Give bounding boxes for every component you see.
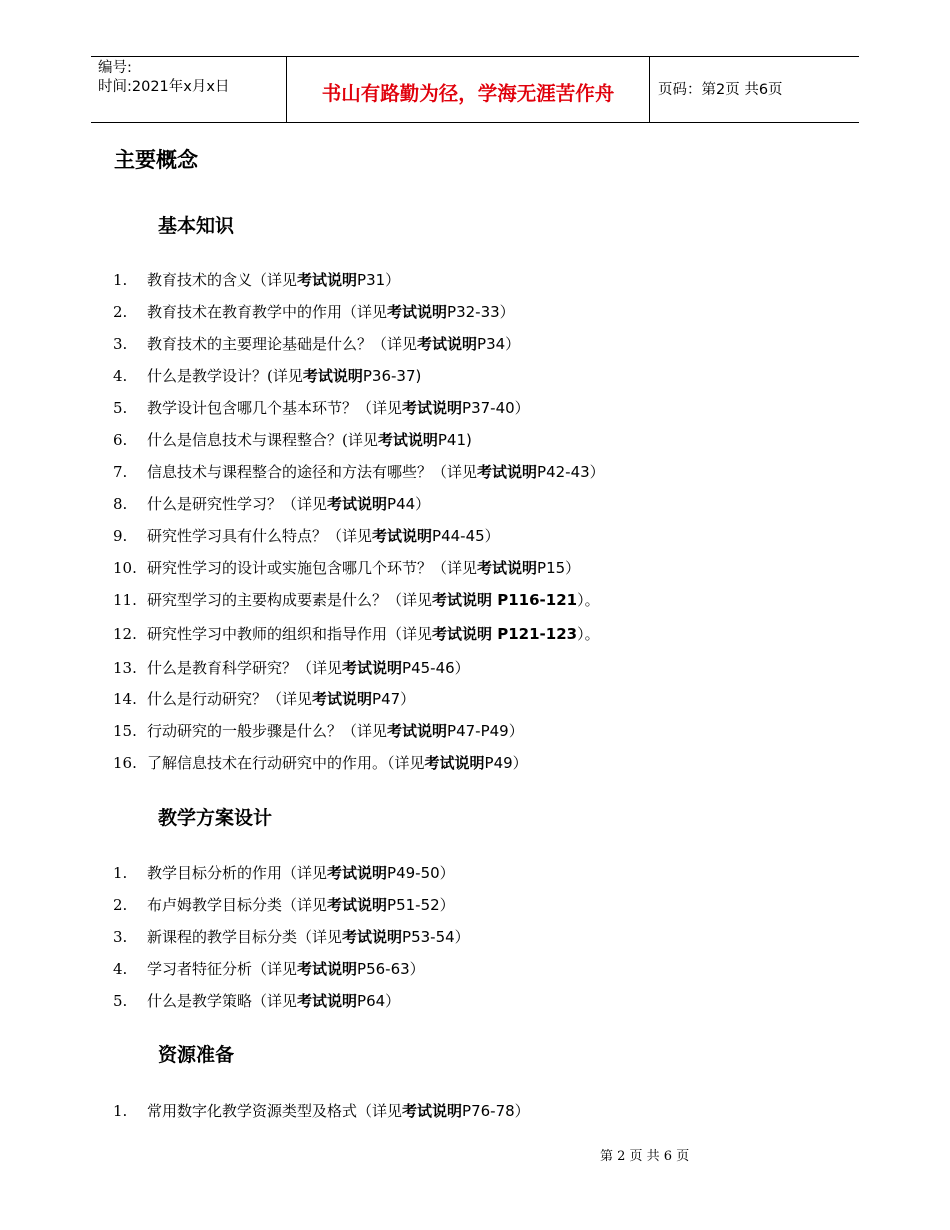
list-item-number: 1. — [113, 864, 128, 882]
list-item-page-ref: P32-33） — [447, 303, 515, 321]
list-item-page-ref: P41) — [437, 431, 472, 449]
list-item-source: 考试说明 — [377, 431, 438, 449]
list-item-number: 3. — [113, 335, 128, 353]
list-item-source: 考试说明 — [327, 896, 388, 914]
list-item-number: 4. — [113, 960, 128, 978]
list-item-source: 考试说明 — [402, 1102, 463, 1120]
list-item-number: 2. — [113, 896, 128, 914]
list-item-text: 新课程的教学目标分类（详见 — [147, 928, 343, 946]
list-item — [113, 721, 524, 741]
list-item-page-ref: P76-78） — [462, 1102, 530, 1120]
list-item-text: 什么是行动研究？（详见 — [147, 690, 313, 708]
list-item-page-ref: P47） — [372, 690, 416, 708]
list-item — [113, 302, 515, 322]
list-item-page-ref: P34） — [477, 335, 521, 353]
list-item-source: 考试说明 — [477, 559, 538, 577]
list-item-page-ref: P44） — [387, 495, 431, 513]
list-item-text: 什么是教育科学研究？（详见 — [147, 659, 343, 677]
header-top-rule — [91, 56, 859, 57]
list-item — [113, 658, 470, 678]
page-title: 主要概念 — [114, 148, 198, 172]
list-item — [113, 624, 600, 644]
list-item-page-ref: P56-63） — [357, 960, 425, 978]
list-item-text: 教育技术的主要理论基础是什么？（详见 — [147, 335, 418, 353]
list-item — [113, 991, 400, 1011]
list-item-text: 信息技术与课程整合的途径和方法有哪些？（详见 — [147, 463, 478, 481]
list-item-number: 1. — [113, 271, 128, 289]
list-item-page-ref: P45-46） — [402, 659, 470, 677]
list-item-text: 学习者特征分析（详见 — [147, 960, 298, 978]
list-item-source: 考试说明 — [417, 335, 478, 353]
list-item-text: 教学设计包含哪几个基本环节？（详见 — [147, 399, 403, 417]
list-item-page-ref: ）。 — [577, 591, 600, 609]
list-item-source: 考试说明 — [342, 928, 403, 946]
list-item-page-ref: P15） — [537, 559, 581, 577]
section-title: 资源准备 — [158, 1044, 235, 1066]
list-item — [113, 959, 425, 979]
list-item-source: 考试说明 P116-121 — [432, 591, 578, 609]
list-item-text: 了解信息技术在行动研究中的作用。（详见 — [147, 754, 425, 772]
list-item-page-ref: P37-40） — [462, 399, 530, 417]
list-item — [113, 462, 605, 482]
list-item-source: 考试说明 — [297, 960, 358, 978]
list-item-number: 9. — [113, 527, 128, 545]
list-item-text: 教学目标分析的作用（详见 — [147, 864, 328, 882]
list-item-text: 常用数字化教学资源类型及格式（详见 — [147, 1102, 403, 1120]
list-item-source: 考试说明 — [372, 527, 433, 545]
list-item-number: 15. — [113, 722, 137, 740]
list-item — [113, 430, 472, 450]
list-item-source: 考试说明 — [297, 992, 358, 1010]
list-item-number: 14. — [113, 690, 137, 708]
section-title: 基本知识 — [158, 215, 235, 237]
list-item-text: 什么是信息技术与课程整合？(详见 — [147, 431, 378, 449]
list-item-number: 10. — [113, 559, 137, 577]
list-item — [113, 366, 421, 386]
list-item-text: 什么是研究性学习？（详见 — [147, 495, 328, 513]
list-item-number: 8. — [113, 495, 128, 513]
list-item-number: 3. — [113, 928, 128, 946]
list-item-text: 教育技术在教育教学中的作用（详见 — [147, 303, 388, 321]
list-item-source: 考试说明 — [312, 690, 373, 708]
list-item — [113, 398, 530, 418]
list-item-number: 1. — [113, 1102, 128, 1120]
list-item-source: 考试说明 — [477, 463, 538, 481]
list-item-source: 考试说明 — [342, 659, 403, 677]
list-item-source: 考试说明 — [402, 399, 463, 417]
header-divider-right — [649, 56, 650, 122]
list-item-page-ref: P53-54） — [402, 928, 470, 946]
list-item — [113, 526, 500, 546]
list-item-number: 6. — [113, 431, 128, 449]
list-item-number: 12. — [113, 625, 137, 643]
list-item-number: 2. — [113, 303, 128, 321]
list-item-text: 什么是教学设计？(详见 — [147, 367, 303, 385]
list-item — [113, 590, 600, 610]
section-title: 教学方案设计 — [158, 807, 273, 829]
list-item-page-ref: P42-43） — [537, 463, 605, 481]
list-item — [113, 334, 520, 354]
list-item-text: 教育技术的含义（详见 — [147, 271, 298, 289]
list-item — [113, 494, 430, 514]
list-item — [113, 895, 455, 915]
list-item-text: 研究性学习中教师的组织和指导作用（详见 — [147, 625, 433, 643]
list-item-source: 考试说明 — [387, 722, 448, 740]
list-item — [113, 927, 470, 947]
list-item-number: 16. — [113, 754, 137, 772]
list-item-page-ref: P44-45） — [432, 527, 500, 545]
list-item-page-ref: P36-37) — [362, 367, 422, 385]
list-item-text: 行动研究的一般步骤是什么？（详见 — [147, 722, 388, 740]
doc-time-label: 时间:2021年x月x日 — [98, 79, 230, 95]
list-item-source: 考试说明 — [424, 754, 485, 772]
list-item-page-ref: P51-52） — [387, 896, 455, 914]
list-item-page-ref: P49-50） — [387, 864, 455, 882]
list-item — [113, 689, 415, 709]
list-item-text: 布卢姆教学目标分类（详见 — [147, 896, 328, 914]
list-item — [113, 270, 400, 290]
list-item-page-ref: P31） — [357, 271, 401, 289]
list-item — [113, 753, 528, 773]
list-item — [113, 558, 580, 578]
list-item-number: 5. — [113, 992, 128, 1010]
list-item-number: 4. — [113, 367, 128, 385]
list-item-text: 什么是教学策略（详见 — [147, 992, 298, 1010]
list-item-page-ref: P47-P49） — [447, 722, 524, 740]
list-item-source: 考试说明 — [302, 367, 363, 385]
list-item-source: 考试说明 — [297, 271, 358, 289]
list-item — [113, 1101, 530, 1121]
list-item-number: 5. — [113, 399, 128, 417]
list-item-text: 研究性学习的设计或实施包含哪几个环节？（详见 — [147, 559, 478, 577]
page-footer: 第 2 页 共 6 页 — [600, 1149, 690, 1164]
doc-number-label: 编号: — [98, 60, 132, 76]
list-item-source: 考试说明 — [327, 495, 388, 513]
list-item-number: 7. — [113, 463, 128, 481]
list-item-page-ref: P64） — [357, 992, 401, 1010]
list-item-source: 考试说明 — [327, 864, 388, 882]
header-bottom-rule — [91, 122, 859, 123]
list-item-source: 考试说明 P121-123 — [432, 625, 578, 643]
list-item-page-ref: ）。 — [577, 625, 600, 643]
list-item — [113, 863, 455, 883]
list-item-number: 13. — [113, 659, 137, 677]
list-item-text: 研究型学习的主要构成要素是什么？（详见 — [147, 591, 433, 609]
header-motto: 书山有路勤为径，学海无涯苦作舟 — [321, 82, 615, 105]
list-item-page-ref: P49） — [484, 754, 528, 772]
list-item-source: 考试说明 — [387, 303, 448, 321]
list-item-number: 11. — [113, 591, 137, 609]
header-page-info: 页码：第2页 共6页 — [658, 82, 783, 98]
list-item-text: 研究性学习具有什么特点？（详见 — [147, 527, 373, 545]
